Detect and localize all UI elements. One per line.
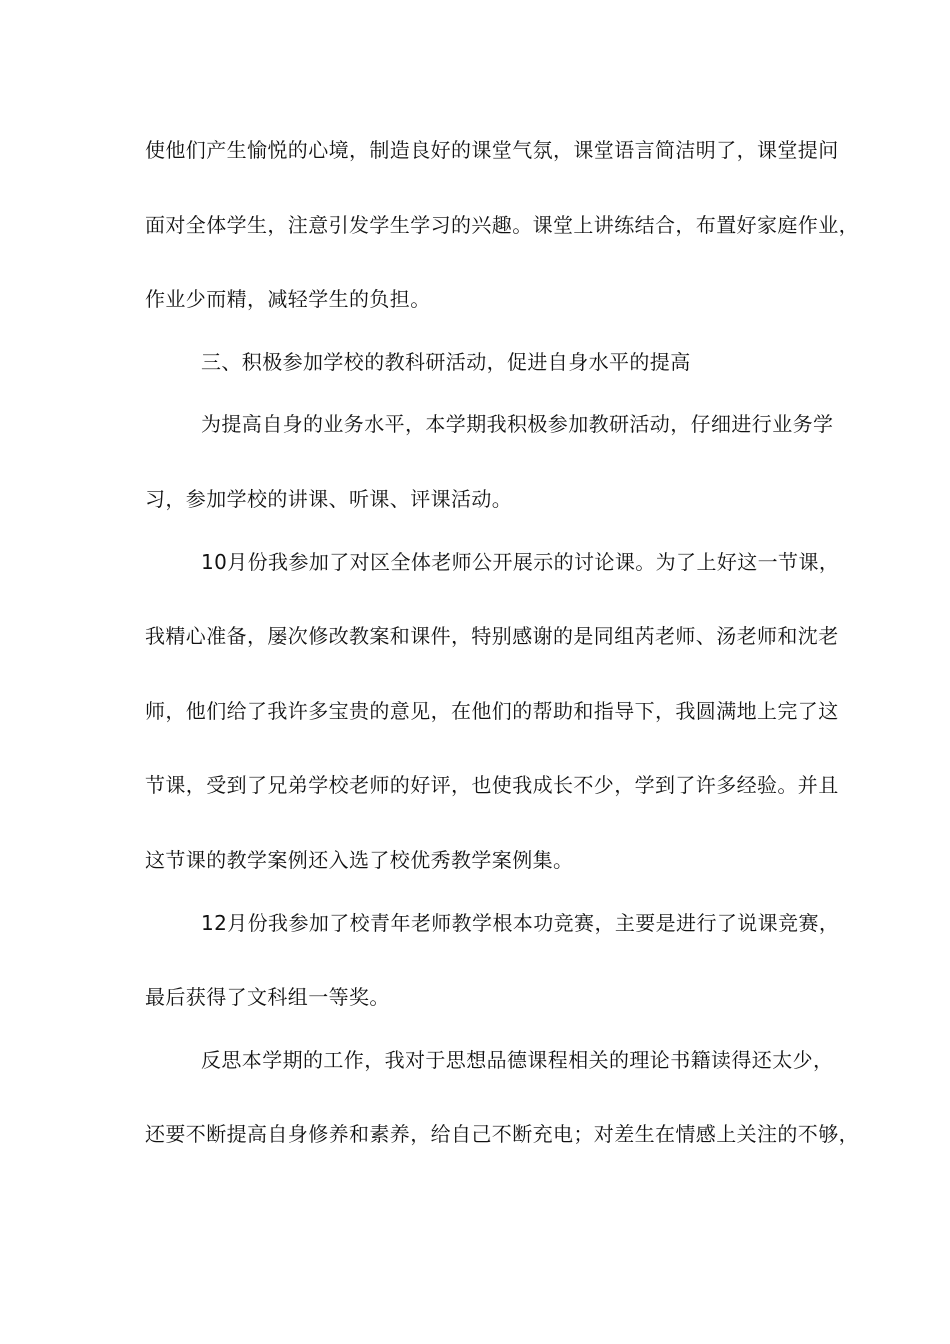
text-line-11: 这节课的教学案例还入选了校优秀教学案例集。 — [145, 848, 574, 872]
text-line-2: 面对全体学生，注意引发学生学习的兴趣。课堂上讲练结合，布置好家庭作业， — [145, 213, 859, 237]
text-line-1: 使他们产生愉悦的心境，制造良好的课堂气氛，课堂语言简洁明了，课堂提问 — [145, 138, 839, 162]
text-line-9: 师，他们给了我许多宝贵的意见，在他们的帮助和指导下，我圆满地上完了这 — [145, 699, 839, 723]
text-line-6: 习，参加学校的讲课、听课、评课活动。 — [145, 487, 513, 511]
text-line-10: 节课，受到了兄弟学校老师的好评，也使我成长不少，学到了许多经验。并且 — [145, 773, 839, 797]
text-line-13: 最后获得了文科组一等奖。 — [145, 985, 390, 1009]
text-line-12: 12月份我参加了校青年老师教学根本功竞赛，主要是进行了说课竞赛， — [201, 911, 840, 935]
text-line-3: 作业少而精，减轻学生的负担。 — [145, 287, 431, 311]
text-line-15: 还要不断提高自身修养和素养，给自己不断充电；对差生在情感上关注的不够， — [145, 1122, 859, 1146]
text-line-14: 反思本学期的工作，我对于思想品德课程相关的理论书籍读得还太少， — [201, 1048, 834, 1072]
text-line-5: 为提高自身的业务水平，本学期我积极参加教研活动，仔细进行业务学 — [201, 412, 834, 436]
section-heading: 三、积极参加学校的教科研活动，促进自身水平的提高 — [201, 350, 691, 374]
text-line-8: 我精心准备，屡次修改教案和课件，特别感谢的是同组芮老师、汤老师和沈老 — [145, 624, 839, 648]
text-line-7: 10月份我参加了对区全体老师公开展示的讨论课。为了上好这一节课， — [201, 550, 840, 574]
